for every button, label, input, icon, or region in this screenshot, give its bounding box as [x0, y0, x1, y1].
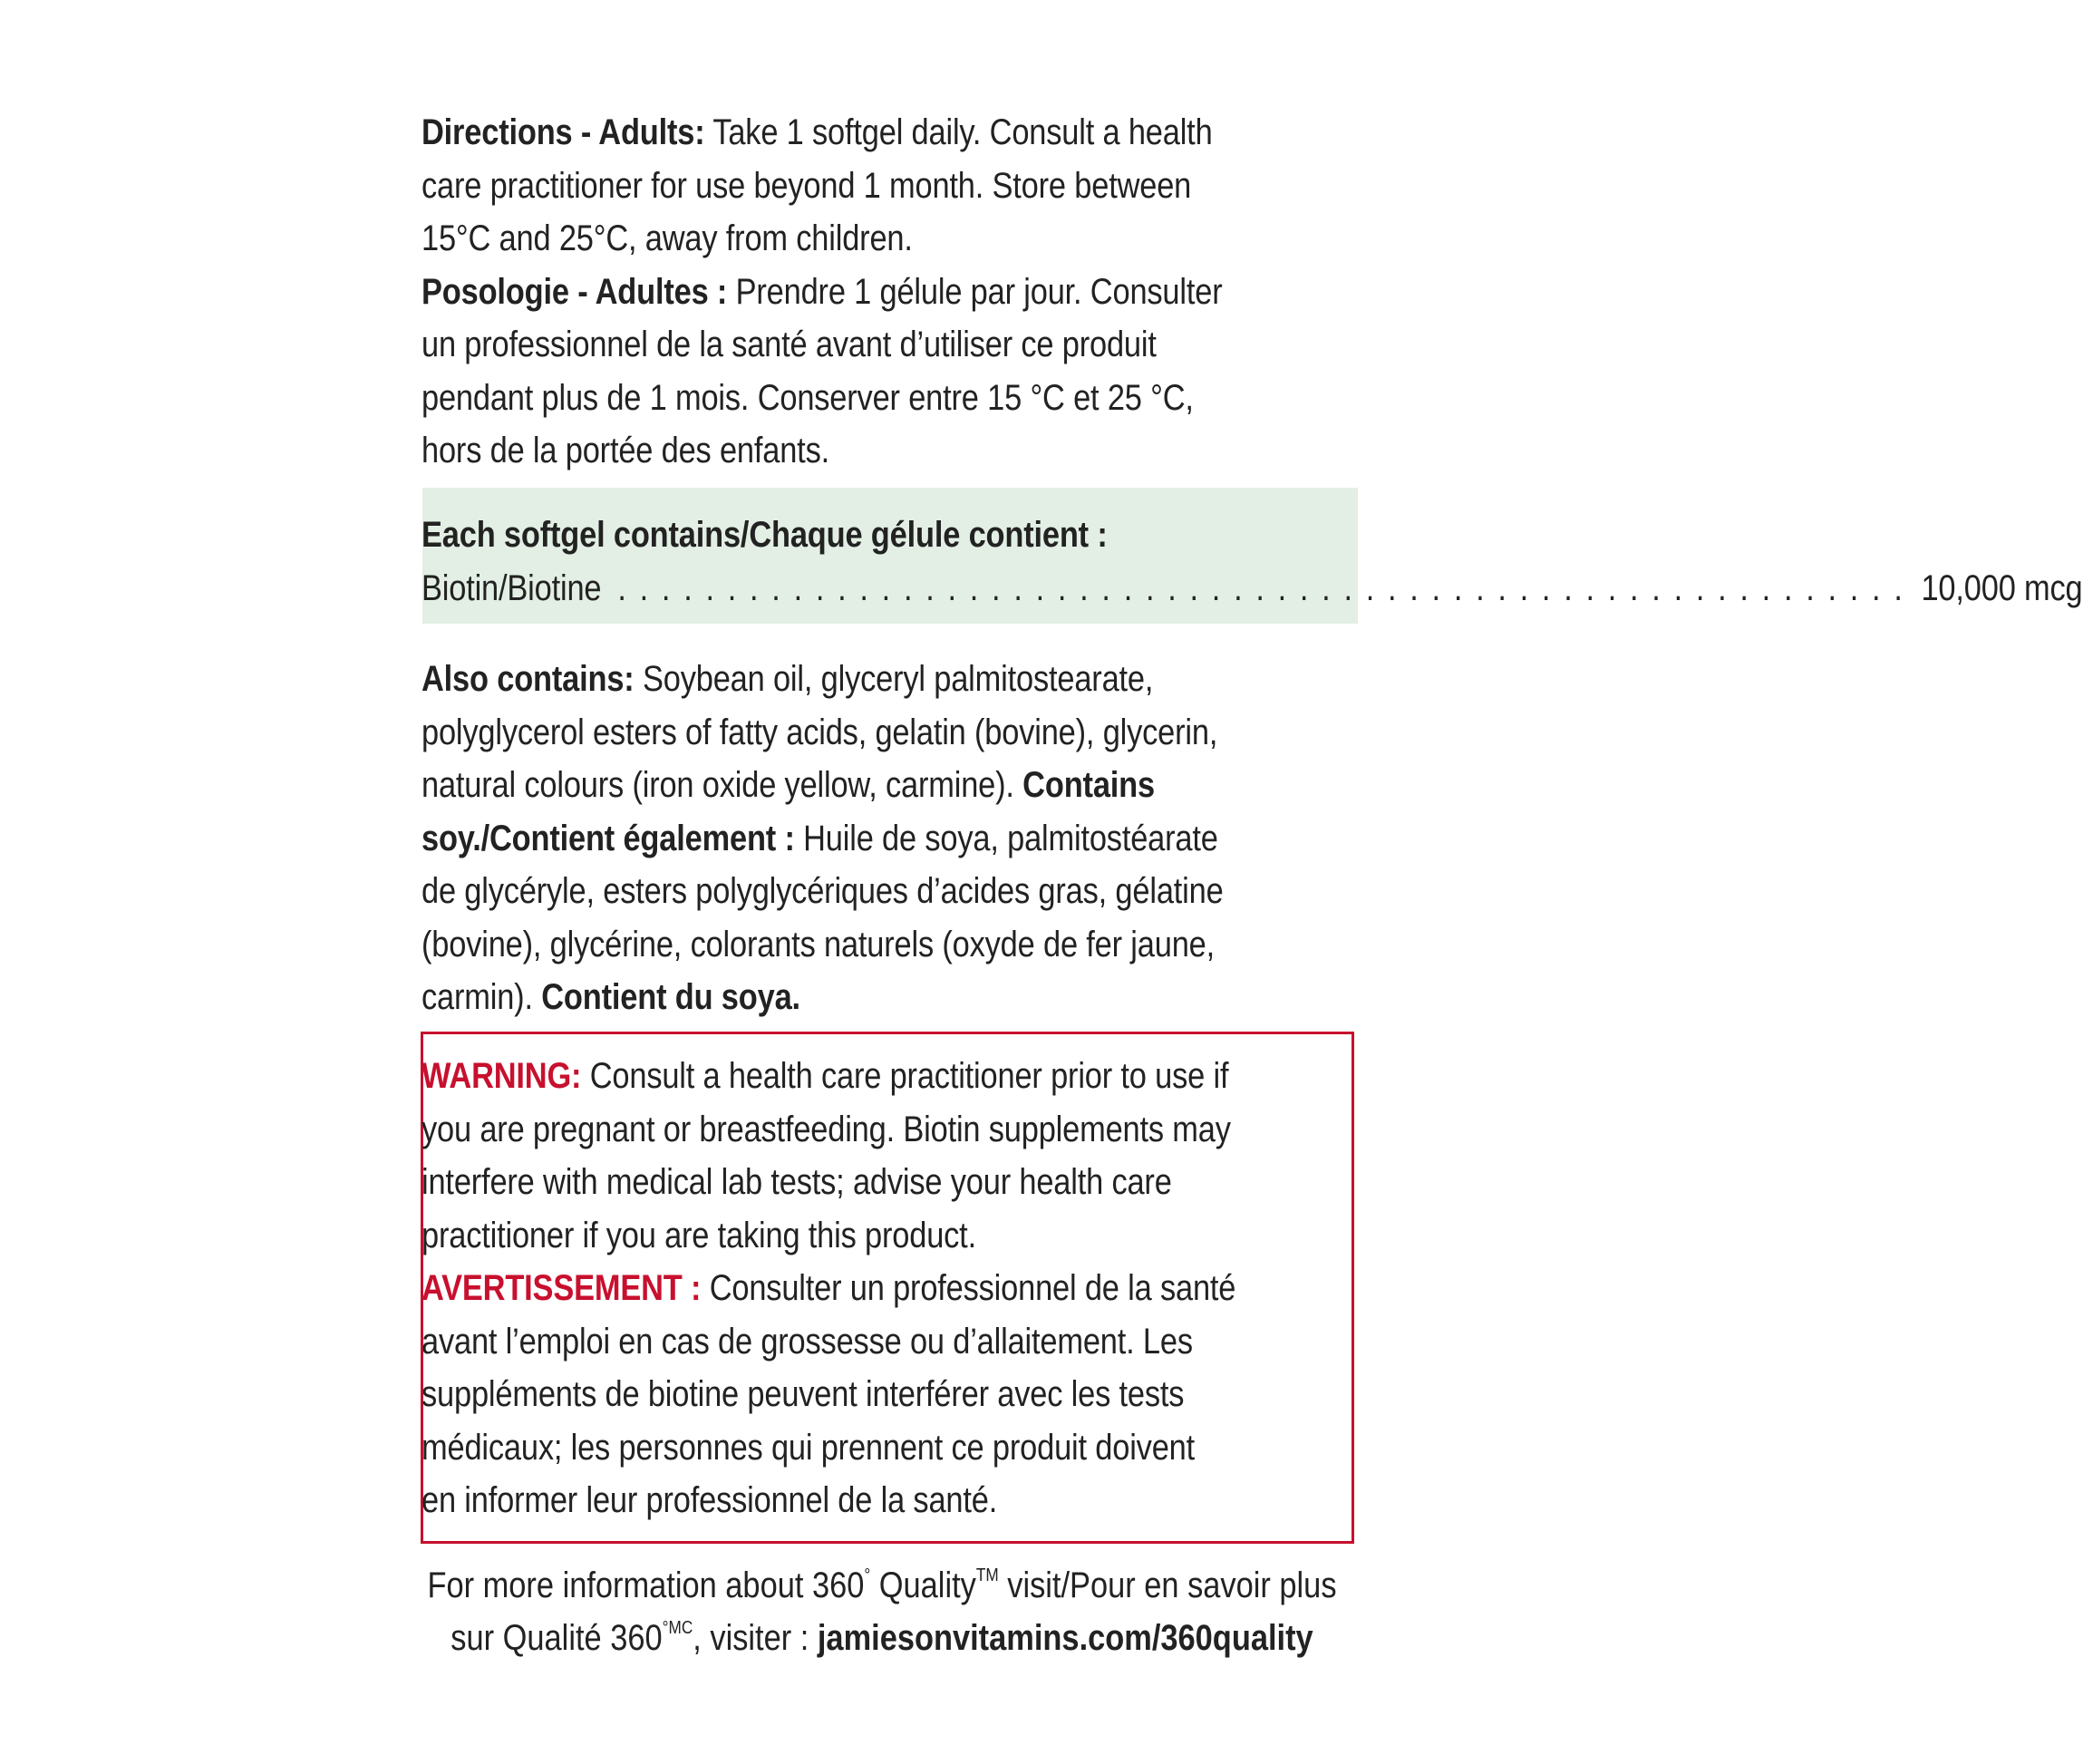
contents-section [421, 509, 2083, 615]
also-contains-section: Also contains: Soybean oil, glyceryl palmitostearate, polyglycerol esters of fatty acids, gelatin (bovine), glycerin, natural colours (iron oxide yellow, carmine). Contains soy./Contient également : Huile de soya, palmitostéarate de glycéryle, esters polyglycériques d’acides gras, gélatine (bovine), glycérine, colorants naturels (oxyde de fer jaune, carmin). Contient du soya. [421, 659, 1224, 1017]
directions-en-line-3: 15°C and 25°C, away from children. [421, 218, 913, 258]
ingredient-name: Biotin/Biotine [421, 567, 602, 608]
contents-heading: Each softgel contains/Chaque gélule contient : [421, 515, 1108, 555]
directions-section [421, 106, 1232, 478]
directions-en-line-2: care practitioner for use beyond 1 month. Store between [421, 165, 1192, 206]
directions-fr-line-1: Posologie - Adultes : Prendre 1 gélule par jour. Consulter [421, 271, 1223, 312]
warning-heading: WARNING: [421, 1056, 582, 1096]
directions-en-line-1: Directions - Adults: Take 1 softgel daily. Consult a health [421, 112, 1213, 152]
directions-en-heading: Directions - Adults: [421, 112, 705, 152]
footer-line-2: sur Qualité $360^{^\circ MC}$, visiter : jamiesonvitamins.com/360quality [451, 1618, 1313, 1658]
ingredient-row [421, 562, 2083, 615]
footer [0, 1559, 1764, 1664]
contient-egalement-heading: soy./Contient également : [421, 818, 795, 858]
directions-fr-line-3: pendant plus de 1 mois. Conserver entre 15 °C et 25 °C, [421, 377, 1194, 418]
directions-fr-line-4: hors de la portée des enfants. [421, 431, 829, 470]
directions-fr-line-2: un professionnel de la santé avant d’utiliser ce produit [421, 325, 1157, 364]
footer-line-1: For more information about 360° Quality™ visit/Pour en savoir plus [427, 1565, 1337, 1605]
also-contains-heading: Also contains: [421, 659, 635, 699]
avertissement-heading: AVERTISSEMENT : [421, 1268, 702, 1308]
ingredient-amount: 10,000 mcg [1921, 567, 2083, 608]
warning-section: WARNING: Consult a health care practitioner prior to use if you are pregnant or breastfeeding. Biotin supplements may interfere with medical lab tests; advise your health care practitioner if you are taking this product. AVERTISSEMENT : Consulter un professionnel de la santé avant l’emploi en cas de grossesse ou d’allaitement. Les suppléments de biotine peuvent interférer avec les tests médicaux; les personnes qui prennent ce produit doivent en informer leur professionnel de la santé. [421, 1056, 1236, 1520]
website-link[interactable]: jamiesonvitamins.com/360quality [817, 1618, 1313, 1658]
leader-dots [617, 568, 1904, 608]
directions-fr-heading: Posologie - Adultes : [421, 271, 728, 312]
